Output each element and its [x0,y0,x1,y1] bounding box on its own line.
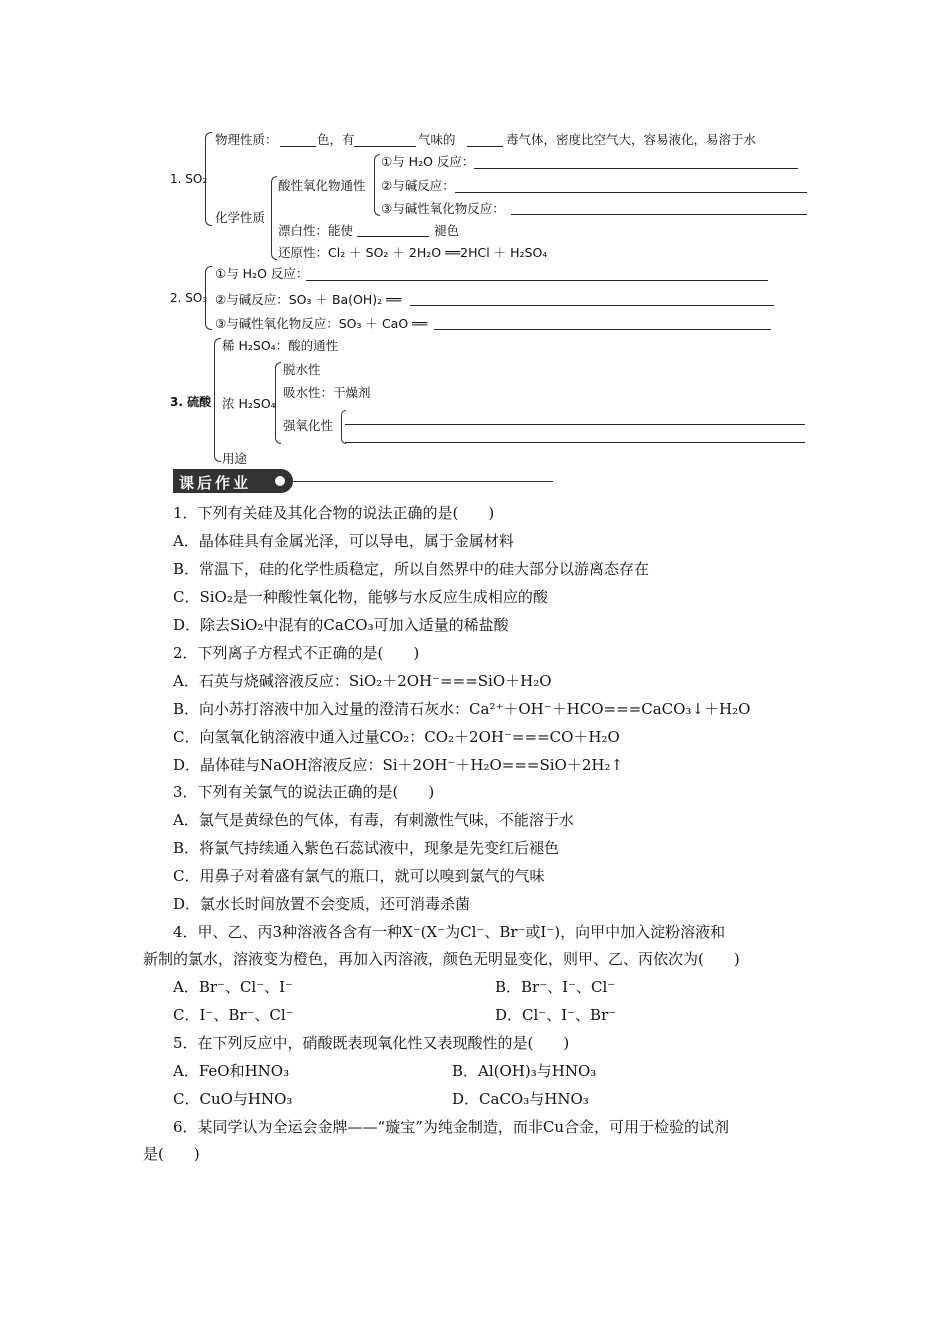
q6-stem-line1: 6．某同学认为全运会金牌——“璇宝”为纯金制造，而非Cu合金，可用于检验的试剂 [173,1118,730,1136]
q3-option-d: D．氯水长时间放置不会变质，还可消毒杀菌 [173,895,471,913]
answer-line [474,168,798,169]
so2-physical-text1: 色，有 [317,132,355,147]
q4-option-d: D．Cl⁻、I⁻、Br⁻ [495,1006,617,1024]
answer-line [455,192,807,193]
q1-stem: 1．下列有关硅及其化合物的说法正确的是( ) [173,504,495,522]
q2-option-d: D．晶体硅与NaOH溶液反应：Si＋2OH⁻＋H₂O===SiO＋2H₂↑ [173,756,624,774]
answer-line [511,214,807,215]
so2-physical-text3: 毒气体，密度比空气大，容易液化，易溶于水 [506,132,757,147]
acid-oxide-label: 酸性氧化物通性 [278,178,366,193]
q2-option-b: B．向小苏打溶液中加入过量的澄清石灰水：Ca²⁺＋OH⁻＋HCO===CaCO₃↓＋H₂O [173,700,751,718]
so2-brace [205,132,212,226]
section-title: 课后作业 [179,474,252,492]
q1-option-b: B．常温下，硅的化学性质稳定，所以自然界中的硅大部分以游离态存在 [173,560,650,578]
q4-stem-line2: 新制的氯水，溶液变为橙色，再加入丙溶液，颜色无明显变化，则甲、乙、丙依次为( ) [143,950,740,968]
q4-option-a: A．Br⁻、Cl⁻、I⁻ [173,978,293,996]
so2-label: 1. SO₂ [170,172,208,186]
blank-line [280,146,316,147]
q3-option-b: B．将氯气持续通入紫色石蕊试液中，现象是先变红后褪色 [173,839,560,857]
so2-item2: ②与碱反应： [381,178,455,193]
section-banner [173,469,293,493]
q5-option-a: A．FeO和HNO₃ [173,1062,290,1080]
dot-icon [275,476,285,486]
chemical-brace [271,176,277,260]
bleach-text1: 漂白性：能使 [278,223,354,238]
banner-rule [293,481,553,482]
answer-line [410,305,774,306]
dilute-text: 稀 H₂SO₄：酸的通性 [222,338,339,353]
q1-option-a: A．晶体硅具有金属光泽，可以导电，属于金属材料 [173,532,514,550]
q3-stem: 3．下列有关氯气的说法正确的是( ) [173,783,435,801]
oxidize-text: 强氧化性 [283,418,334,433]
dehydrate-text: 脱水性 [283,362,321,377]
conc-label: 浓 H₂SO₄ [222,396,276,411]
q2-option-a: A．石英与烧碱溶液反应：SiO₂＋2OH⁻===SiO＋H₂O [173,672,552,690]
blank-line [354,146,416,147]
so3-item3: ③与碱性氧化物反应：SO₃ ＋ CaO ══ [215,316,428,331]
so3-label: 2. SO₃ [170,291,208,305]
use-text: 用途 [222,451,248,466]
q1-option-c: C．SiO₂是一种酸性氧化物，能够与水反应生成相应的酸 [173,588,548,606]
blank-line [357,236,429,237]
answer-line [345,442,805,443]
h2so4-brace [214,338,221,462]
so2-item3: ③与碱性氧化物反应： [381,201,505,216]
q4-stem-line1: 4．甲、乙、丙3种溶液各含有一种X⁻(X⁻为Cl⁻、Br⁻或I⁻)，向甲中加入淀粉溶液和 [173,923,726,941]
answer-line [345,424,805,425]
so2-chemical-label: 化学性质 [215,210,266,225]
q3-option-c: C．用鼻子对着盛有氯气的瓶口，就可以嗅到氯气的气味 [173,867,545,885]
q4-option-c: C．I⁻、Br⁻、Cl⁻ [173,1006,294,1024]
bleach-text2: 褪色 [434,223,460,238]
so3-item1: ①与 H₂O 反应： [215,266,309,281]
conc-brace [275,362,281,444]
reduce-text: 还原性：Cl₂ ＋ SO₂ ＋ 2H₂O ══2HCl ＋ H₂SO₄ [278,245,548,260]
q5-option-c: C．CuO与HNO₃ [173,1090,293,1108]
q1-option-d: D．除去SiO₂中混有的CaCO₃可加入适量的稀盐酸 [173,616,509,634]
absorb-text: 吸水性：干燥剂 [283,385,371,400]
answer-line [306,280,768,281]
so2-item1: ①与 H₂O 反应： [381,154,475,169]
q2-stem: 2．下列离子方程式不正确的是( ) [173,644,420,662]
q4-option-b: B．Br⁻、I⁻、Cl⁻ [495,978,616,996]
oxidize-brace [341,410,346,444]
q3-option-a: A．氯气是黄绿色的气体，有毒，有刺激性气味，不能溶于水 [173,811,574,829]
h2so4-label: 3. 硫酸 [170,395,212,409]
q2-option-c: C．向氢氧化钠溶液中通入过量CO₂：CO₂＋2OH⁻===CO＋H₂O [173,728,620,746]
so3-item2: ②与碱反应：SO₃ ＋ Ba(OH)₂ ══ [215,292,402,307]
acid-oxide-brace [374,154,380,216]
so2-physical-label: 物理性质： [215,132,278,147]
blank-line [467,146,503,147]
q5-stem: 5．在下列反应中，硝酸既表现氧化性又表现酸性的是( ) [173,1034,570,1052]
q5-option-b: B．Al(OH)₃与HNO₃ [452,1062,597,1080]
q6-stem-line2: 是( ) [143,1145,200,1163]
so3-brace [205,266,212,330]
answer-line [434,329,771,330]
q5-option-d: D．CaCO₃与HNO₃ [452,1090,589,1108]
so2-physical-text2: 气味的 [418,132,456,147]
